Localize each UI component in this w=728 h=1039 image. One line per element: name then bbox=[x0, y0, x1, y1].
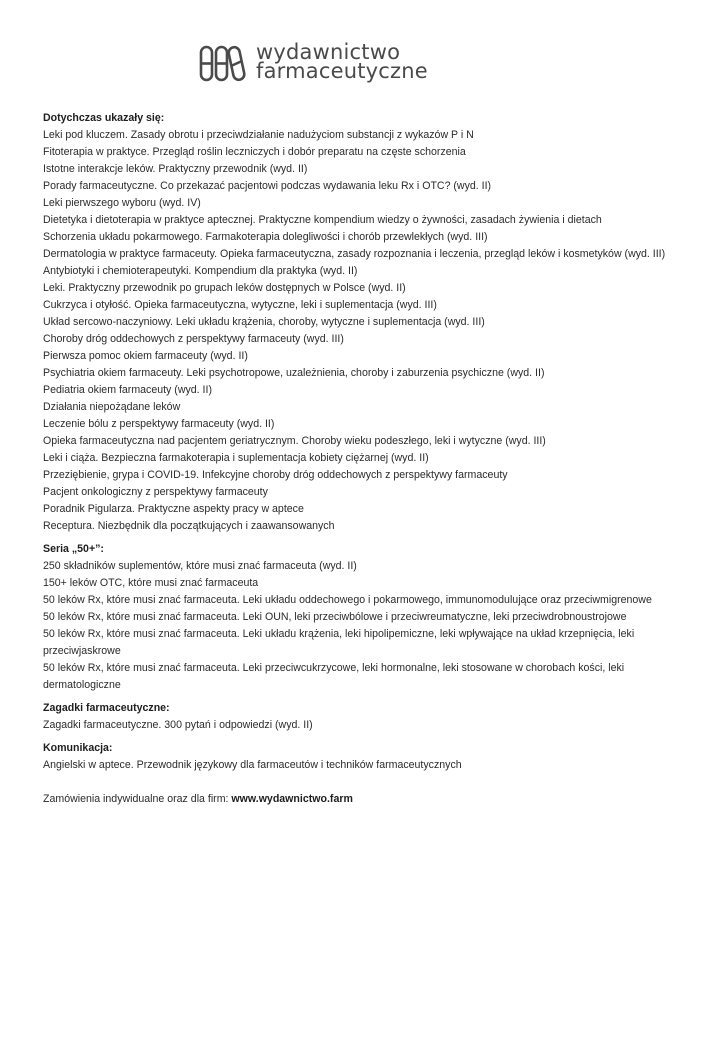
list-item: Choroby dróg oddechowych z perspektywy farmaceuty (wyd. III) bbox=[43, 333, 344, 345]
list-item: Przeziębienie, grypa i COVID-19. Infekcyjne choroby dróg oddechowych z perspektywy farmaceuty bbox=[43, 469, 508, 481]
section-title-so-far: Dotychczas ukazały się: bbox=[43, 112, 165, 124]
list-item: Pierwsza pomoc okiem farmaceuty (wyd. II) bbox=[43, 350, 248, 362]
list-item: Dietetyka i dietoterapia w praktyce aptecznej. Praktyczne kompendium wiedzy o żywności, zasadach żywienia i dietach bbox=[43, 214, 602, 226]
list-item: 50 leków Rx, które musi znać farmaceuta. Leki OUN, leki przeciwbólowe i przeciwreumatyczne, leki przeciwdrobnoustrojowe bbox=[43, 611, 627, 623]
pills-logo-icon bbox=[199, 45, 249, 83]
list-item: Porady farmaceutyczne. Co przekazać pacjentowi podczas wydawania leku Rx i OTC? (wyd. II) bbox=[43, 180, 492, 192]
section-title-communication: Komunikacja: bbox=[43, 742, 113, 754]
book-list bbox=[43, 110, 683, 808]
list-item: Fitoterapia w praktyce. Przegląd roślin leczniczych i dobór preparatu na częste schorzenia bbox=[43, 146, 466, 158]
list-item: Pediatria okiem farmaceuty (wyd. II) bbox=[43, 384, 212, 396]
list-item: Istotne interakcje leków. Praktyczny przewodnik (wyd. II) bbox=[43, 163, 308, 175]
list-item: Psychiatria okiem farmaceuty. Leki psychotropowe, uzależnienia, choroby i zaburzenia psychiczne (wyd. II) bbox=[43, 367, 545, 379]
list-item: Antybiotyki i chemioterapeutyki. Kompendium dla praktyka (wyd. II) bbox=[43, 265, 358, 277]
list-item: Cukrzyca i otyłość. Opieka farmaceutyczna, wytyczne, leki i suplementacja (wyd. III) bbox=[43, 299, 437, 311]
footer-text: Zamówienia indywidualne oraz dla firm: bbox=[43, 793, 232, 805]
list-item: Dermatologia w praktyce farmaceuty. Opieka farmaceutyczna, zasady rozpoznania i leczenia, przegląd leków i kosmetyków (wyd. III) bbox=[43, 248, 666, 260]
list-item: Zagadki farmaceutyczne. 300 pytań i odpowiedzi (wyd. II) bbox=[43, 719, 313, 731]
list-item: 150+ leków OTC, które musi znać farmaceuta bbox=[43, 577, 259, 589]
list-item: Leki pod kluczem. Zasady obrotu i przeciwdziałanie nadużyciom substancji z wykazów P i N bbox=[43, 129, 474, 141]
list-item: Schorzenia układu pokarmowego. Farmakoterapia dolegliwości i chorób przewlekłych (wyd. III) bbox=[43, 231, 488, 243]
logo-wordmark bbox=[256, 40, 428, 83]
list-item: Układ sercowo-naczyniowy. Leki układu krążenia, choroby, wytyczne i suplementacja (wyd. III) bbox=[43, 316, 485, 328]
list-item: Leczenie bólu z perspektywy farmaceuty (wyd. II) bbox=[43, 418, 275, 430]
list-item: Poradnik Pigularza. Praktyczne aspekty pracy w aptece bbox=[43, 503, 304, 515]
list-series-50 bbox=[43, 558, 683, 694]
list-puzzles bbox=[43, 717, 683, 734]
list-so-far bbox=[43, 127, 683, 535]
list-item: Angielski w aptece. Przewodnik językowy dla farmaceutów i techników farmaceutycznych bbox=[43, 759, 462, 771]
list-item: 50 leków Rx, które musi znać farmaceuta. Leki układu krążenia, leki hipolipemiczne, leki wpływające na układ krzepnięcia, leki przeciwjaskrowe bbox=[43, 628, 635, 657]
logo-line-2: farmaceutyczne bbox=[256, 59, 428, 83]
list-item: 250 składników suplementów, które musi znać farmaceuta (wyd. II) bbox=[43, 560, 357, 572]
footer-orders bbox=[43, 791, 683, 808]
list-item: Leki pierwszego wyboru (wyd. IV) bbox=[43, 197, 201, 209]
list-item: Receptura. Niezbędnik dla początkujących i zaawansowanych bbox=[43, 520, 335, 532]
section-title-series-50: Seria „50+”: bbox=[43, 543, 104, 555]
section-title-puzzles: Zagadki farmaceutyczne: bbox=[43, 702, 170, 714]
publisher-logo bbox=[199, 40, 428, 83]
list-item: Opieka farmaceutyczna nad pacjentem geriatrycznym. Choroby wieku podeszłego, leki i wytyczne (wyd. III) bbox=[43, 435, 546, 447]
list-item: Pacjent onkologiczny z perspektywy farmaceuty bbox=[43, 486, 268, 498]
logo-line-1: wydawnictwo bbox=[256, 40, 401, 64]
list-item: Leki. Praktyczny przewodnik po grupach leków dostępnych w Polsce (wyd. II) bbox=[43, 282, 406, 294]
website-link[interactable]: www.wydawnictwo.farm bbox=[231, 793, 353, 805]
list-item: 50 leków Rx, które musi znać farmaceuta. Leki układu oddechowego i pokarmowego, immunomodulujące oraz przeciwmigrenowe bbox=[43, 594, 652, 606]
list-item: Leki i ciąża. Bezpieczna farmakoterapia i suplementacja kobiety ciężarnej (wyd. II) bbox=[43, 452, 429, 464]
list-item: 50 leków Rx, które musi znać farmaceuta. Leki przeciwcukrzycowe, leki hormonalne, leki stosowane w chorobach kości, leki dermatologiczne bbox=[43, 662, 625, 691]
spacer bbox=[43, 774, 683, 791]
list-communication bbox=[43, 757, 683, 774]
list-item: Działania niepożądane leków bbox=[43, 401, 181, 413]
